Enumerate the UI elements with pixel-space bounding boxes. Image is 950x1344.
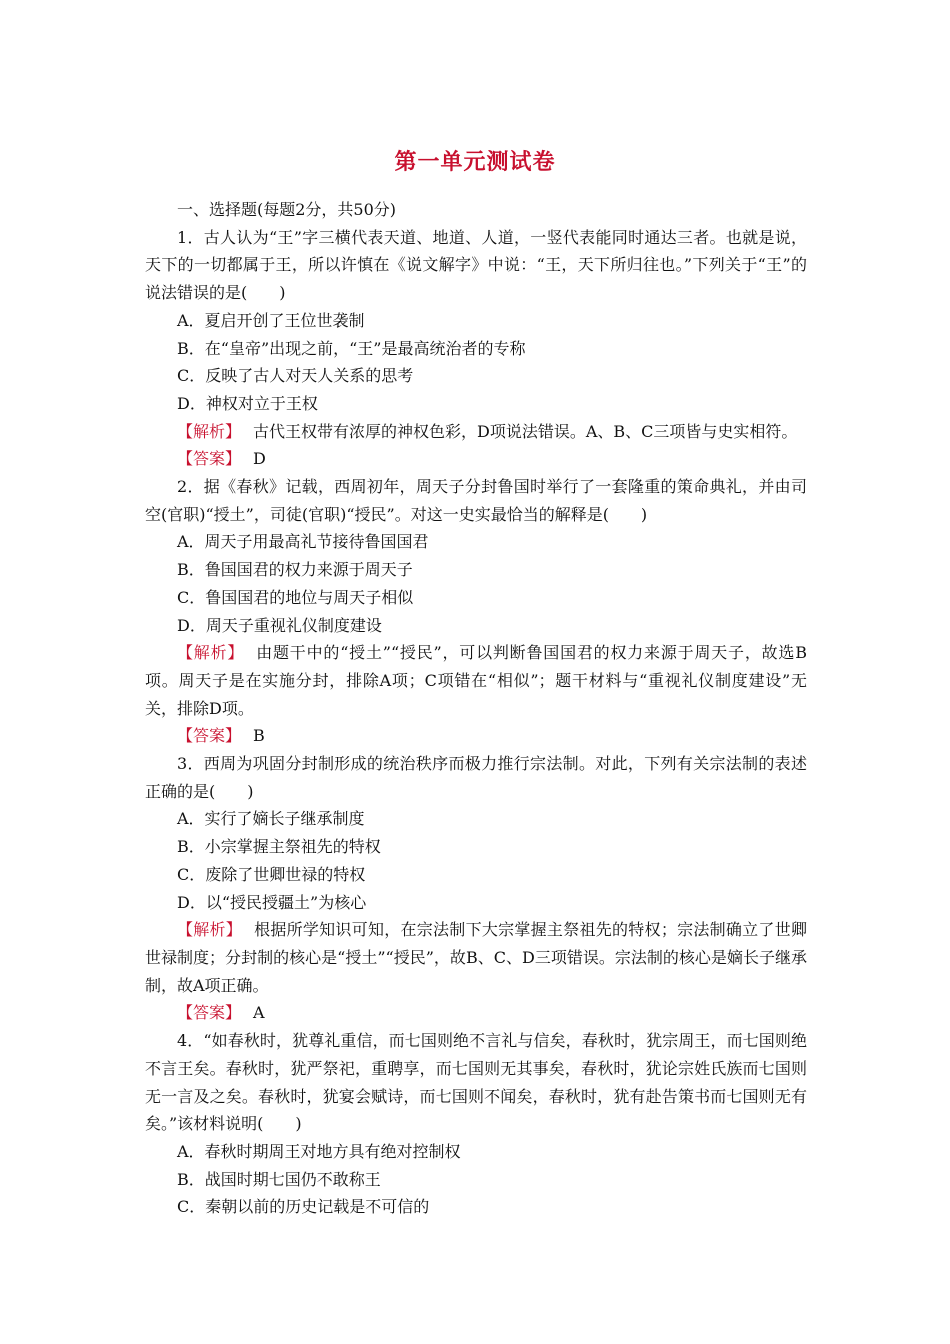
answer-text: A [253, 1003, 265, 1023]
answer-text: B [253, 726, 265, 746]
question-2-option-c: C．鲁国国君的地位与周天子相似 [177, 587, 414, 607]
question-1-option-d: D．神权对立于王权 [177, 393, 318, 413]
question-3-option-a: A．实行了嫡长子继承制度 [177, 809, 365, 829]
question-1-stem: 1．古人认为“王”字三横代表天道、地道、人道，一竖代表能同时通达三者。也就是说，天下的一切都属于王，所以许慎在《说文解字》中说：“王，天下所归往也。”下列关于“王”的说法错误的是( ) [145, 227, 807, 303]
answer-label: 【答案】 [177, 726, 242, 746]
question-2-option-d: D．周天子重视礼仪制度建设 [177, 615, 382, 635]
answer-label: 【答案】 [177, 449, 242, 469]
question-2-analysis [145, 639, 807, 722]
analysis-label: 【解析】 [177, 920, 243, 940]
question-4-option-c: C．秦朝以前的历史记载是不可信的 [177, 1197, 430, 1217]
question-4-option-b: B．战国时期七国仍不敢称王 [177, 1169, 381, 1189]
question-3-option-d: D．以“授民授疆土”为核心 [177, 892, 367, 912]
question-4-option-a: A．春秋时期周王对地方具有绝对控制权 [177, 1141, 461, 1161]
analysis-label: 【解析】 [177, 643, 245, 663]
analysis-label: 【解析】 [177, 421, 242, 441]
analysis-text: 根据所学知识可知，在宗法制下大宗掌握主祭祖先的特权；宗法制确立了世卿世禄制度；分封制的核心是“授土”“授民”，故B、C、D三项错误。宗法制的核心是嫡长子继承制，故A项正确。 [145, 920, 807, 995]
analysis-text: 由题干中的“授土”“授民”，可以判断鲁国国君的权力来源于周天子，故选B项。周天子是在实施分封，排除A项；C项错在“相似”；题干材料与“重视礼仪制度建设”无关，排除D项。 [145, 643, 807, 718]
question-1-answer [145, 445, 807, 473]
question-1-option-c: C．反映了古人对天人关系的思考 [177, 366, 414, 386]
question-2-answer [145, 722, 807, 750]
section-heading: 一、选择题(每题2分，共50分) [177, 200, 397, 219]
question-2-option-a: A．周天子用最高礼节接待鲁国国君 [177, 532, 429, 552]
question-3-option-b: B．小宗掌握主祭祖先的特权 [177, 837, 381, 857]
question-1-analysis [145, 418, 807, 446]
question-3-analysis [145, 916, 807, 999]
question-1-option-b: B．在“皇帝”出现之前，“王”是最高统治者的专称 [177, 338, 526, 358]
exam-content [145, 196, 807, 1221]
question-1-option-a: A．夏启开创了王位世袭制 [177, 310, 365, 330]
analysis-text: 古代王权带有浓厚的神权色彩，D项说法错误。A、B、C三项皆与史实相符。 [253, 421, 798, 441]
page-title: 第一单元测试卷 [394, 149, 556, 175]
question-3-answer [145, 999, 807, 1027]
answer-label: 【答案】 [177, 1003, 242, 1023]
question-2-option-b: B．鲁国国君的权力来源于周天子 [177, 560, 413, 580]
question-3-stem: 3．西周为巩固分封制形成的统治秩序而极力推行宗法制。对此，下列有关宗法制的表述正确的是( ) [145, 754, 807, 801]
answer-text: D [253, 449, 266, 469]
question-2-stem: 2．据《春秋》记载，西周初年，周天子分封鲁国时举行了一套隆重的策命典礼，并由司空(官职)“授土”，司徒(官职)“授民”。对这一史实最恰当的解释是( ) [145, 477, 807, 524]
question-4-stem: 4．“如春秋时，犹尊礼重信，而七国则绝不言礼与信矣，春秋时，犹宗周王，而七国则绝不言王矣。春秋时，犹严祭祀，重聘享，而七国则无其事矣，春秋时，犹论宗姓氏族而七国则无一言及之矣。春秋时，犹宴会赋诗，而七国则不闻矣，春秋时，犹有赴告策书而七国则无有矣。”该材料说明( ) [145, 1031, 807, 1134]
question-3-option-c: C．废除了世卿世禄的特权 [177, 864, 366, 884]
